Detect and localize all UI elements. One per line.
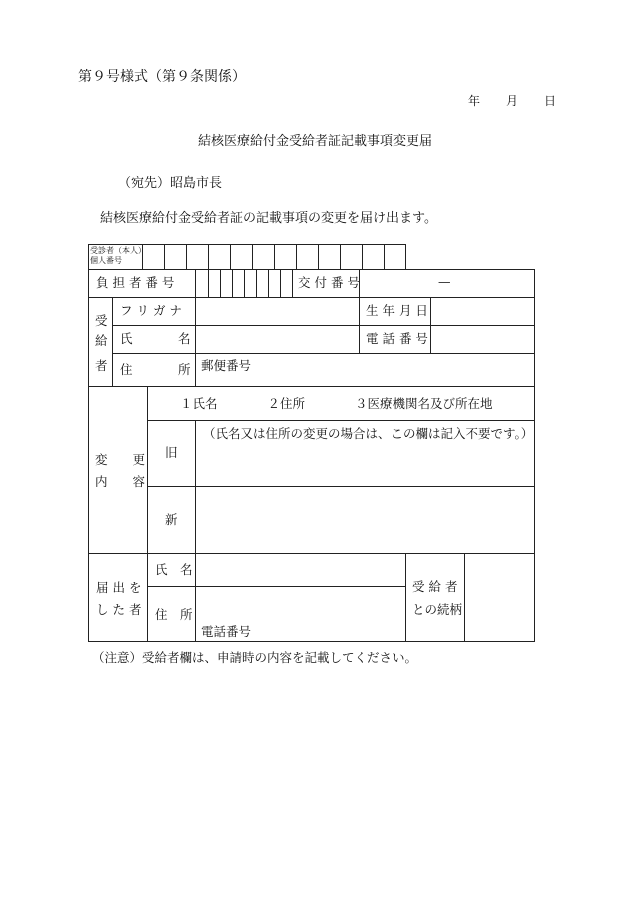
date-day: 日 (544, 94, 557, 108)
address-label-char-2: 所 (178, 362, 191, 377)
submitter-label-line2: し た 者 (96, 602, 142, 617)
recipient-side-char-2: 給 (95, 333, 108, 348)
id-row-label-line1: 受診者（本人） (90, 246, 146, 255)
burden-number-label: 負 担 者 番 号 (96, 275, 175, 290)
old-note: （氏名又は住所の変更の場合は、この欄は記入不要です。） (203, 426, 534, 441)
id-row-label (90, 246, 146, 266)
submitter-address-label: 住 所 (155, 607, 193, 622)
postal-code-label: 郵便番号 (201, 358, 252, 373)
relation-label-line1: 受 給 者 (412, 579, 458, 594)
submitter-name-label: 氏 名 (155, 562, 193, 577)
date-month: 月 (506, 94, 519, 108)
date-year: 年 (468, 94, 481, 108)
intro-text: 結核医療給付金受給者証の記載事項の変更を届け出ます。 (100, 211, 437, 226)
address-label-char-1: 住 (120, 362, 133, 377)
furigana-label: フ リ ガ ナ (120, 303, 182, 318)
issue-number-dash: — (438, 274, 451, 289)
notice-text: （注意）受給者欄は、申請時の内容を記載してください。 (92, 650, 418, 665)
relation-label-line2: との続柄 (412, 602, 463, 617)
change-content-label-line1: 変 更 (95, 452, 146, 467)
issue-number-label: 交 付 番 号 (298, 275, 360, 290)
document-title: 結核医療給付金受給者証記載事項変更届 (197, 134, 432, 149)
old-label: 旧 (165, 445, 178, 460)
new-label: 新 (165, 512, 178, 527)
submitter-label-line1: 届 出 を (96, 580, 142, 595)
name-label-char-1: 氏 (120, 331, 133, 346)
form-number: 第９号様式（第９条関係） (78, 69, 246, 85)
addressee: （宛先）昭島市長 (118, 176, 223, 191)
change-content-label-line2: 内 容 (95, 474, 146, 489)
recipient-side-char-3: 者 (95, 358, 108, 373)
phone-number-label: 電 話 番 号 (366, 331, 428, 346)
birthdate-label: 生 年 月 日 (366, 303, 428, 318)
change-options: １氏名 ２住所 ３医療機関名及び所在地 (180, 396, 493, 411)
recipient-side-char-1: 受 (95, 313, 108, 328)
id-row-label-line2: 個人番号 (90, 256, 122, 265)
submitter-phone-label: 電話番号 (201, 624, 252, 639)
name-label-char-2: 名 (178, 331, 191, 346)
